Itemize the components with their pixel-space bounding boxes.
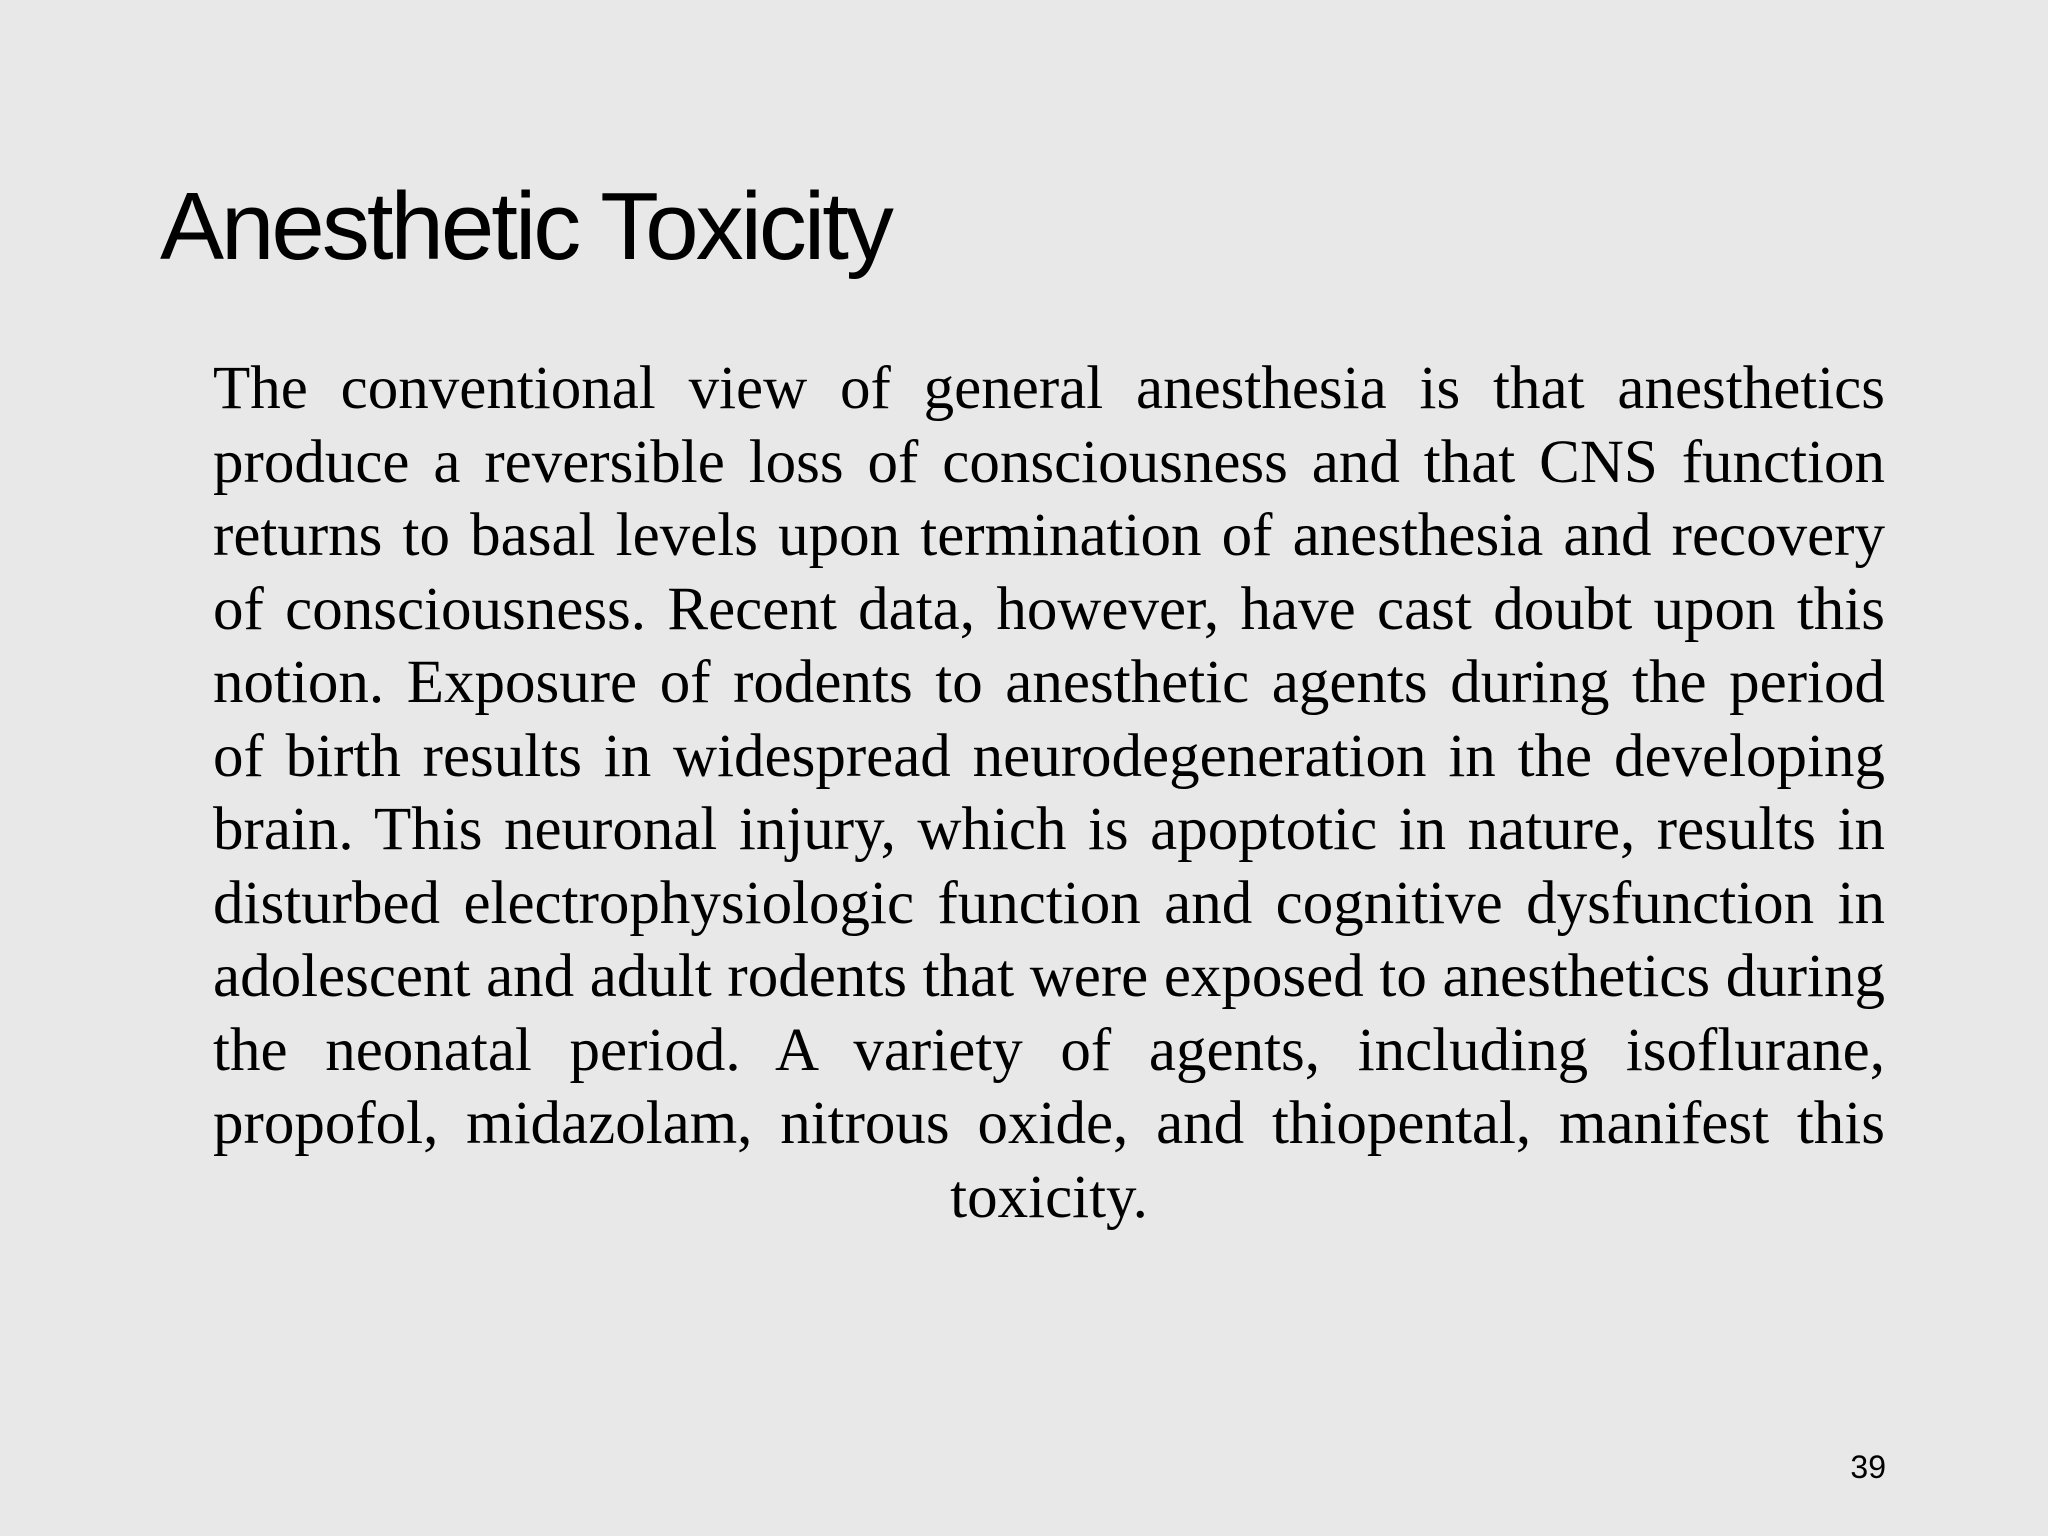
slide-title: Anesthetic Toxicity [160,173,891,280]
slide-body-text: The conventional view of general anesthesia is that anesthetics produce a reversible loss of consciousness and that CNS function returns to basal levels upon termination of anesthesia and recovery of consciousness. Recent data, however, have cast doubt upon this notion. Exposure of rodents to anesthetic agents during the period of birth results in widespread neurodegeneration in the developing brain. This neuronal injury, which is apoptotic in nature, results in disturbed electrophysiologic function and cognitive dysfunction in adolescent and adult rodents that were exposed to anesthetics during the neonatal period. A variety of agents, including isoflurane, propofol, midazolam, nitrous oxide, and thiopental, manifest this toxicity. [213,355,1885,1231]
slide-number: 39 [1850,1449,1886,1485]
